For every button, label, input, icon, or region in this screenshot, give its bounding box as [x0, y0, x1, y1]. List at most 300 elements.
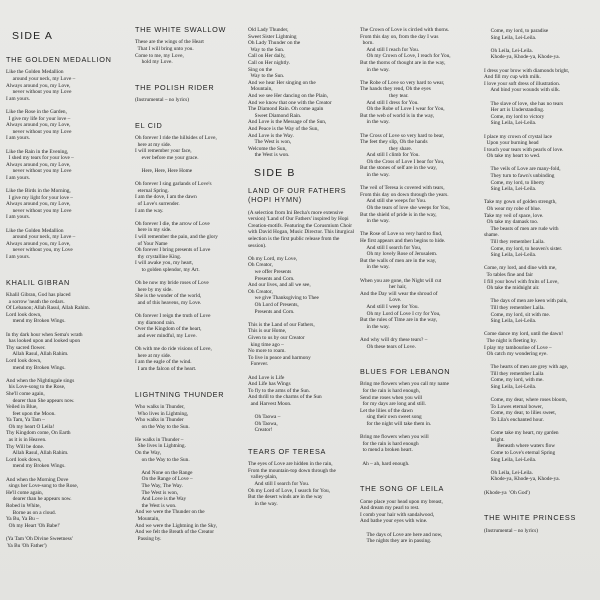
lyric-line: Love.: [360, 297, 402, 304]
lyric-line: I will awake you, my heart,: [135, 260, 194, 267]
lyric-line: The Crown of Love is circled with thorns.: [360, 27, 450, 33]
lyric-line: Come, my lord to victory: [484, 113, 545, 120]
lyric-line: Come, my lord, and dine with me,: [484, 265, 557, 272]
lyric-line: I am the eagle of the wind.: [135, 359, 192, 366]
lyric-line: Sweet Sister Lightning: [248, 33, 297, 40]
lyric-line: And Love is Life: [248, 374, 285, 381]
lyric-line: And fill my cup with milk.: [484, 74, 541, 81]
lyric-line: Till they remember Laila.: [484, 304, 545, 311]
lyric-line: my diamond rain.: [135, 319, 176, 326]
lyric-line: in the way.: [360, 264, 390, 271]
lyric-line: And we know that one with the Creator: [248, 99, 332, 106]
lyric-line: Who walks in Thunder: [135, 417, 184, 424]
lyric-line: her hair,: [360, 284, 407, 291]
lyric-line: Till they remember Laila.: [484, 239, 545, 245]
lyric-line: eternal Spring.: [135, 187, 169, 194]
lyric-line: bright.: [484, 436, 505, 443]
stanza-break: [360, 454, 482, 461]
lyric-line: in the way.: [360, 119, 390, 126]
lyric-line: Forever.: [248, 361, 269, 368]
lyric-line: Lord look down,: [6, 357, 42, 364]
stanza-break: [6, 325, 118, 332]
lyric-line: feet upon the Moon.: [6, 410, 56, 417]
lyric-line: She lives in Lightning.: [135, 443, 186, 450]
lyric-line: Sing Leila, Lei-Leila.: [484, 186, 537, 193]
stanza-break: [6, 181, 118, 188]
lyric-line: From this day on down through the years.: [360, 191, 449, 198]
stanza-break: [6, 102, 118, 109]
lyric-line: Oh with me do ride visions of Love,: [135, 346, 212, 353]
lyric-line: in the way.: [248, 500, 278, 507]
lyric-line: In thy dark hour when Sema's wrath: [6, 331, 83, 338]
lyric-line: I place my crown of crystal lace: [484, 133, 552, 140]
lyric-line: of Love's surrender.: [135, 201, 180, 208]
lyric-line: She'll come again,: [6, 390, 45, 397]
stanza-break: [484, 391, 598, 398]
lyric-line: Sing Leila, Lei-Leila.: [484, 318, 537, 325]
lyric-line: And still I search for You,: [360, 244, 422, 251]
lyric-line: And when the Morning Dove: [6, 476, 69, 483]
lyric-line: Ya Tam, Ya Tam –: [6, 417, 45, 424]
song-title: KHALIL GIBRAN: [6, 277, 70, 287]
lyric-line: I shed my tears for your love –: [6, 155, 74, 162]
lyric-line: The veils of Love are many-fold,: [484, 166, 561, 173]
stanza-break: [360, 73, 482, 80]
lyric-line: But the walls of men are in the way,: [360, 257, 437, 264]
lyric-line: Bring me flowers when you will: [360, 434, 429, 441]
lyric-line: I am yours.: [6, 135, 30, 142]
lyric-line: No more to roam.: [248, 348, 286, 355]
lyric-line: Oh Lord of Presents,: [248, 301, 299, 308]
stanza-break: [484, 424, 598, 431]
lyric-line: Come dance my lord, until the dawn!: [484, 331, 563, 338]
column-3: [248, 0, 358, 600]
lyric-line: Oh forever I ride the hillsides of Love,: [135, 135, 217, 142]
lyric-line: Oh forever I reign the truth of Love: [135, 313, 211, 320]
lyric-line: Oh Creator,: [248, 262, 273, 269]
lyric-line: I give my light for your love –: [6, 194, 73, 201]
lyric-line: But the desert winds are in the way: [248, 494, 323, 501]
lyric-line: The Diamond Rain. Oh come again: [248, 106, 324, 113]
lyric-line: Thy Will be done.: [6, 443, 45, 450]
lyric-line: And Love is the Message of the Sun,: [248, 119, 327, 126]
lyric-line: to golden splendor, my Art.: [135, 267, 200, 274]
lyric-line: The feet they slip, Oh the hands: [360, 139, 428, 146]
lyric-line: Thy sacred flower.: [6, 344, 46, 351]
lyric-line: He first appears and then begins to hide.: [360, 238, 446, 244]
lyric-line: The days of men are keen with pain,: [484, 298, 568, 305]
lyric-line: (Khode-ya 'Oh God'): [484, 489, 530, 496]
lyric-line: Take my gown of golden strength,: [484, 199, 557, 206]
stanza-break: [135, 162, 247, 169]
lyric-line: Mountain,: [248, 86, 273, 93]
lyric-line: for the rain is hard enough: [360, 440, 419, 447]
lyric-line: And still I reach for You.: [360, 46, 420, 53]
lyric-line: sings her Love-song to the Rose,: [6, 483, 79, 490]
lyric-line: When you are gone, the Night will cut: [360, 277, 442, 284]
lyric-line: To Lila's enchanted hour.: [484, 417, 544, 424]
lyric-line: Oh the tears of love she weeps for You,: [360, 205, 450, 212]
lyric-line: Oh the Robe of Love I wear for You,: [360, 106, 445, 113]
lyric-line: on the Way to the Sun.: [135, 423, 190, 430]
lyric-line: Oh Creator,: [248, 288, 273, 295]
lyric-line: here at my side.: [135, 141, 172, 148]
lyric-line: On the Way,: [135, 450, 162, 457]
lyric-line: They turn to fawn's unbinding: [484, 173, 555, 180]
lyric-line: version) 'Land of Our Fathers' inspired by Hopi: [248, 216, 349, 223]
lyric-line: The Way, The Way.: [135, 483, 183, 490]
stanza-break: [135, 463, 247, 470]
lyric-line: Oh Taowa –: [248, 414, 281, 421]
stanza-break: [484, 94, 598, 101]
lyric-line: Oh my Lord of Love, I search for You,: [248, 487, 330, 494]
lyric-line: These are the wings of the Heart: [135, 39, 204, 46]
lyric-line: Oh take the midnight air.: [484, 285, 540, 292]
lyric-line: never without you, my Love: [6, 247, 73, 254]
lyric-line: Come, my dear, to lilies sweet,: [484, 410, 557, 417]
stanza-break: [6, 142, 118, 149]
lyric-line: The West is won,: [135, 489, 179, 496]
song-title: LIGHTNING THUNDER: [135, 389, 225, 399]
lyric-line: Sing Leila, Lei-Leila.: [484, 384, 537, 391]
lyric-line: But the thorns of thought are in the way,: [360, 59, 446, 66]
lyric-line: with David Hogan, Music Director. This liturgical: [248, 229, 355, 236]
lyric-line: Come to me, my Love,: [135, 52, 184, 59]
lyric-line: From the mountain-top down through the: [248, 467, 336, 474]
lyric-line: And Love is the Way: [135, 496, 187, 503]
lyric-line: She is the wonder of the world,: [135, 293, 202, 300]
lyric-line: Like the Golden Medallion: [6, 69, 64, 76]
lyric-line: around your neck, my Love –: [6, 75, 76, 82]
lyric-line: The days of Love are here and now,: [360, 531, 443, 538]
lyric-line: sing their own sweet song: [360, 414, 422, 421]
lyric-line: thy crystalline King.: [135, 253, 182, 260]
lyric-line: Oh forever I sing garlands of Love's: [135, 181, 212, 188]
lyric-line: And we see Her dancing on the Plain,: [248, 92, 329, 99]
lyric-line: Oh wear my robe of blue.: [484, 206, 542, 213]
lyric-line: Sing Leila, Lei-Leila.: [484, 120, 537, 127]
lyric-line: on the Way to the Sun.: [135, 456, 190, 463]
lyric-line: Always around you, my Love,: [6, 82, 71, 89]
lyric-line: And our lives, and all we see,: [248, 282, 311, 289]
lyric-line: Always around you, my Love,: [6, 201, 71, 208]
lyric-line: to mend a broken heart.: [360, 447, 413, 454]
lyric-line: Ya Bu 'Oh Father'): [6, 542, 47, 549]
lyric-line: And when the Nightingale sings: [6, 377, 75, 384]
lyric-line: And we were the Lightning in the Sky,: [135, 522, 218, 529]
lyric-line: (Instrumental – no lyrics): [484, 527, 538, 534]
lyric-line: mend my Broken Wings.: [6, 318, 66, 325]
lyric-line: Oh my Lord of Love I cry for You,: [360, 310, 441, 317]
lyric-line: The beasts of men are rude with: [484, 225, 559, 232]
lyric-line: Always around you, my Love,: [6, 122, 71, 129]
lyric-line: here at my side.: [135, 352, 172, 359]
lyric-line: Mountain,: [135, 516, 160, 522]
lyric-line: And the Day will wear the shroud of: [360, 290, 438, 297]
lyric-line: Oh my heart O Leila!: [6, 423, 55, 430]
lyric-line: Beneath where waters flow: [484, 443, 556, 450]
lyric-line: And still she weeps for You.: [360, 198, 427, 205]
lyric-line: From this day on, from the day I was: [360, 33, 439, 40]
lyric-line: Way to the Sun.: [248, 73, 285, 80]
lyric-line: To tables fine and fair: [484, 271, 533, 278]
lyric-line: Passing by.: [135, 535, 162, 542]
lyric-line: never without you my Love: [6, 168, 72, 175]
lyric-line: I am the way.: [135, 207, 164, 214]
lyric-line: Come take my heart, my garden: [484, 430, 559, 437]
lyric-line: mend my Broken Wings.: [6, 463, 66, 470]
lyric-line: And Love is the Way.: [248, 132, 294, 139]
lyric-line: Oh my Lord, my Love,: [248, 255, 298, 262]
lyric-line: Bring me flowers when you call my name: [360, 381, 449, 388]
lyric-line: dearer than She appears now.: [6, 397, 75, 404]
lyric-line: born.: [360, 40, 374, 47]
stanza-break: [6, 529, 118, 536]
song-title: THE WHITE SWALLOW: [135, 25, 227, 34]
song-title: LAND OF OUR FATHERS: [248, 185, 347, 195]
lyric-line: I comb your hair with sandalwood,: [360, 511, 435, 518]
lyric-line: Sing Leila, Lei-Leila.: [484, 252, 537, 259]
lyric-line: I am yours.: [6, 254, 30, 261]
lyric-line: Oh the Cross of Love I bear for You,: [360, 158, 445, 165]
lyric-line: selection is the first public release from the: [248, 236, 340, 243]
lyric-line: dearer than he appears now.: [6, 496, 72, 503]
lyric-line: Lord look down,: [6, 311, 42, 318]
lyric-line: Like the Rain in the Evening,: [6, 148, 69, 155]
lyric-line: Let the lilies of the dawn: [360, 407, 413, 414]
stanza-break: [248, 249, 358, 256]
song-title: THE GOLDEN MEDALLION: [6, 55, 112, 64]
lyric-line: has looked upon and looked upon: [6, 338, 80, 345]
lyric-line: I touch your tears with pearls of love.: [484, 146, 564, 153]
lyric-line: in the way.: [360, 66, 390, 73]
lyric-line: Come, my lord, to paradise: [484, 28, 549, 34]
stanza-break: [484, 325, 598, 332]
song-title: BLUES FOR LEBANON: [360, 367, 451, 377]
lyric-line: here by my side.: [135, 286, 173, 293]
lyric-line: Of Lebanon; Allah Rasul, Allah Rahim.: [6, 305, 91, 312]
lyric-line: Over the Kingdom of the heart,: [135, 326, 202, 333]
lyric-line: and Harvest Moon.: [248, 400, 292, 407]
lyric-line: Oh take my damask too.: [484, 219, 539, 226]
column-1: [6, 0, 118, 600]
lyric-line: I give my life for your love –: [6, 115, 71, 122]
lyric-line: in the way.: [360, 218, 390, 225]
lyric-line: And we felt the Breath of the Creator: [135, 529, 214, 536]
lyric-line: The Cross of Love so very hard to bear,: [360, 132, 445, 139]
lyric-line: I am the falcon of the heart.: [135, 365, 197, 372]
lyric-line: and ever mindful, my Love.: [135, 332, 197, 339]
lyric-line: (A selection from Ini Becha's more extensive: [248, 209, 344, 216]
lyric-line: (Ya Tam 'Oh Divine Sweetness': [6, 535, 73, 542]
lyric-line: The Rose of Love so very hard to find,: [360, 231, 443, 238]
lyric-line: To Lowes eternal bower,: [484, 403, 543, 410]
lyric-line: And dream my pearl to rest.: [360, 505, 420, 512]
lyric-line: Oh forever I die, the arrow of Love: [135, 220, 210, 227]
lyric-line: Like the Golden Medallion: [6, 227, 64, 234]
lyric-line: Call on Her daily,: [248, 53, 286, 60]
lyric-line: Here, Here, Here Home: [135, 168, 193, 175]
stanza-break: [360, 525, 482, 532]
lyric-line: Thy Kingdom come, On Earth: [6, 430, 71, 437]
lyric-line: I love your soft dress of illustration.: [484, 80, 561, 87]
lyric-line: Oh take my heart to wed.: [484, 153, 541, 160]
song-title: EL CID: [135, 120, 163, 130]
lyric-line: And None on the Range: [135, 469, 193, 476]
stanza-break: [6, 221, 118, 228]
lyric-line: And we were the Thunder on the: [135, 509, 205, 516]
lyric-line: here in my side.: [135, 227, 172, 234]
lyric-line: On the Range of Love –: [135, 476, 193, 483]
stanza-break: [484, 127, 598, 134]
lyric-line: But the web of world is in the way,: [360, 112, 435, 119]
lyric-line: Come, my lord, sit with me.: [484, 311, 551, 318]
lyric-line: Upon your burning head: [484, 140, 539, 147]
lyric-line: And we hear Her singing on the: [248, 79, 316, 86]
lyric-line: Always around you, my Love,: [6, 240, 71, 247]
lyric-line: Old Lady Thunder,: [248, 27, 289, 33]
lyric-line: I am yours.: [6, 214, 30, 221]
lyric-line: And bathe your eyes with wine.: [360, 518, 428, 525]
lyric-line: they tear.: [360, 92, 409, 99]
stanza-break: [248, 315, 358, 322]
lyric-line: I will remember your face,: [135, 148, 192, 155]
lyric-line: Who lives in Lightning,: [135, 410, 189, 417]
lyric-line: Come, my lord, to liberty: [484, 179, 545, 186]
lyric-line: Oh Leila, Lei-Leila.: [484, 47, 533, 54]
song-title: (HOPI HYMN): [248, 195, 302, 205]
lyric-line: The nights they are in passing.: [360, 538, 432, 545]
lyric-line: I am yours.: [6, 95, 30, 102]
lyric-line: Her art is Understanding.: [484, 107, 545, 114]
lyric-line: Sweet Diamond Rain.: [248, 112, 302, 119]
song-title: THE WHITE PRINCESS: [484, 513, 577, 523]
lyric-line: session).: [248, 242, 267, 249]
lyric-line: The West is won,: [248, 139, 292, 146]
lyric-line: To fly to the arms of the Sun.: [248, 387, 311, 394]
lyric-line: as it is in Heaven.: [6, 437, 47, 444]
stanza-break: [484, 483, 598, 490]
lyric-line: And thrill to the charms of the Sun: [248, 394, 322, 401]
lyric-line: Robed in White,: [6, 503, 41, 509]
lyric-line: The Robe of Love so very hard to wear,: [360, 79, 445, 86]
lyric-line: Oh these tears of Love.: [360, 343, 416, 350]
lyric-line: Like the Birds in the Morning,: [6, 188, 71, 195]
lyric-line: Khalil Gibran, God has placed: [6, 292, 71, 298]
lyric-line: for the rain is hard enough,: [360, 388, 421, 395]
stanza-break: [484, 41, 598, 48]
lyric-line: The veil of Teresa is covered with tears,: [360, 185, 445, 192]
lyric-line: Oh forever I bring presents of Love: [135, 247, 211, 254]
lyric-line: Who walks in Thunder,: [135, 403, 185, 410]
lyric-line: never without you my Love: [6, 207, 72, 214]
lyric-line: Welcome the Sun,: [248, 145, 287, 152]
lyric-line: Oh Taowa,: [248, 420, 278, 427]
lyric-line: ever before me your grace.: [135, 154, 199, 161]
lyric-line: Sing Leila, Lei-Leila.: [484, 456, 537, 463]
lyric-line: I play my tambourine of Love –: [484, 344, 552, 351]
lyric-line: Oh Leila, Lei-Leila.: [484, 469, 533, 476]
lyric-line: This is our Home,: [248, 328, 287, 335]
stanza-break: [484, 61, 598, 68]
side-b-heading: SIDE B: [254, 166, 296, 179]
lyric-line: Way to the Sun.: [248, 46, 285, 53]
lyric-line: Borne as on a cloud.: [6, 509, 57, 516]
lyric-line: and of this heavens, my Love.: [135, 299, 202, 306]
lyric-line: And still I climb for You.: [360, 152, 420, 159]
lyric-line: we give Thanksgiving to Thee: [248, 295, 319, 302]
lyric-line: And Peace is the Way of the Sun,: [248, 125, 319, 132]
lyric-line: Lord look down,: [6, 456, 42, 463]
lyric-line: I dress your brow with diamonds bright,: [484, 67, 570, 74]
lyric-line: Come to Love's eternal Spring: [484, 450, 556, 456]
side-a-heading: SIDE A: [12, 30, 54, 42]
lyric-line: Oh my Crown of Love, I reach for You,: [360, 53, 451, 60]
lyric-line: Oh Lady Thunder on the: [248, 40, 301, 47]
lyric-line: That I will bring unto you.: [135, 45, 194, 52]
song-title: THE POLISH RIDER: [135, 82, 215, 92]
lyric-line: Send me roses when you will: [360, 394, 423, 401]
lyric-line: mend my Broken Wings.: [6, 364, 66, 371]
lyric-line: The hearts of men are grey with age,: [484, 364, 569, 371]
lyric-line: Khode-ya, Khode-ya, Khode-ya.: [484, 476, 560, 483]
lyric-line: around your neck, my Love –: [6, 234, 76, 241]
lyric-line: Come, my lord, to heaven's sister.: [484, 245, 563, 252]
lyric-line: Given to us by our Creator: [248, 334, 305, 341]
lyric-line: a sorrow 'neath the cedars.: [6, 298, 65, 305]
lyric-line: He walks in Thunder –: [135, 436, 184, 443]
lyric-line: I am the dove, I am the dawn: [135, 194, 197, 201]
column-4: [360, 0, 482, 600]
lyric-line: Creator!: [248, 427, 273, 434]
lyric-line: The night is fleeting by.: [484, 337, 537, 344]
lyric-line: The hands they rend, Oh the eyes: [360, 86, 431, 93]
lyric-line: Veiled in Blue,: [6, 404, 38, 411]
column-2: [135, 0, 247, 600]
lyric-line: Always around you, my Love,: [6, 161, 71, 168]
lyric-line: Presents and Corn.: [248, 275, 295, 282]
stanza-break: [360, 330, 482, 337]
lyric-line: Ya Bu, Ya Bu –: [6, 516, 39, 523]
lyric-line: they share.: [360, 145, 413, 152]
column-5: [484, 0, 598, 600]
lyric-line: Creation-motifs. Featuring the Corusmium Choir: [248, 222, 353, 229]
lyric-line: Allah Rasul, Allah Rahim.: [6, 351, 69, 358]
lyric-line: Come, my dear, where roses bloom,: [484, 397, 567, 404]
lyric-line: Come, my lord, with me.: [484, 377, 544, 384]
song-title: TEARS OF TERESA: [248, 446, 327, 456]
lyric-line: Oh my lovely Rose of Jerusalem.: [360, 251, 438, 258]
lyric-line: The eyes of Love are hidden in the rain,: [248, 461, 333, 468]
lyric-line: shame.: [484, 232, 499, 239]
stanza-break: [6, 470, 118, 477]
lyric-line: And still I dress for You.: [360, 99, 419, 106]
lyric-line: Come place your head upon my breast,: [360, 498, 443, 505]
lyric-line: And why will dry these tears? –: [360, 336, 428, 343]
lyric-line: we offer Presents: [248, 269, 292, 275]
lyric-line: Presents and Corn.: [248, 308, 295, 315]
lyric-line: And bind your wounds with silk.: [484, 87, 561, 94]
lyric-line: This is the Land of our Fathers,: [248, 321, 315, 328]
stanza-break: [135, 214, 247, 221]
lyric-line: Take my veil of space, love.: [484, 212, 544, 219]
lyric-line: Call on Her nightly.: [248, 59, 291, 66]
lyric-line: But the stones of self are in the way,: [360, 165, 437, 172]
lyric-line: never without you my Love: [6, 128, 72, 135]
lyric-line: never without you my Love: [6, 89, 72, 96]
lyric-line: Oh catch my wondering eye.: [484, 351, 548, 358]
lyric-line: I fill your bowl with fruits of Love,: [484, 278, 559, 285]
